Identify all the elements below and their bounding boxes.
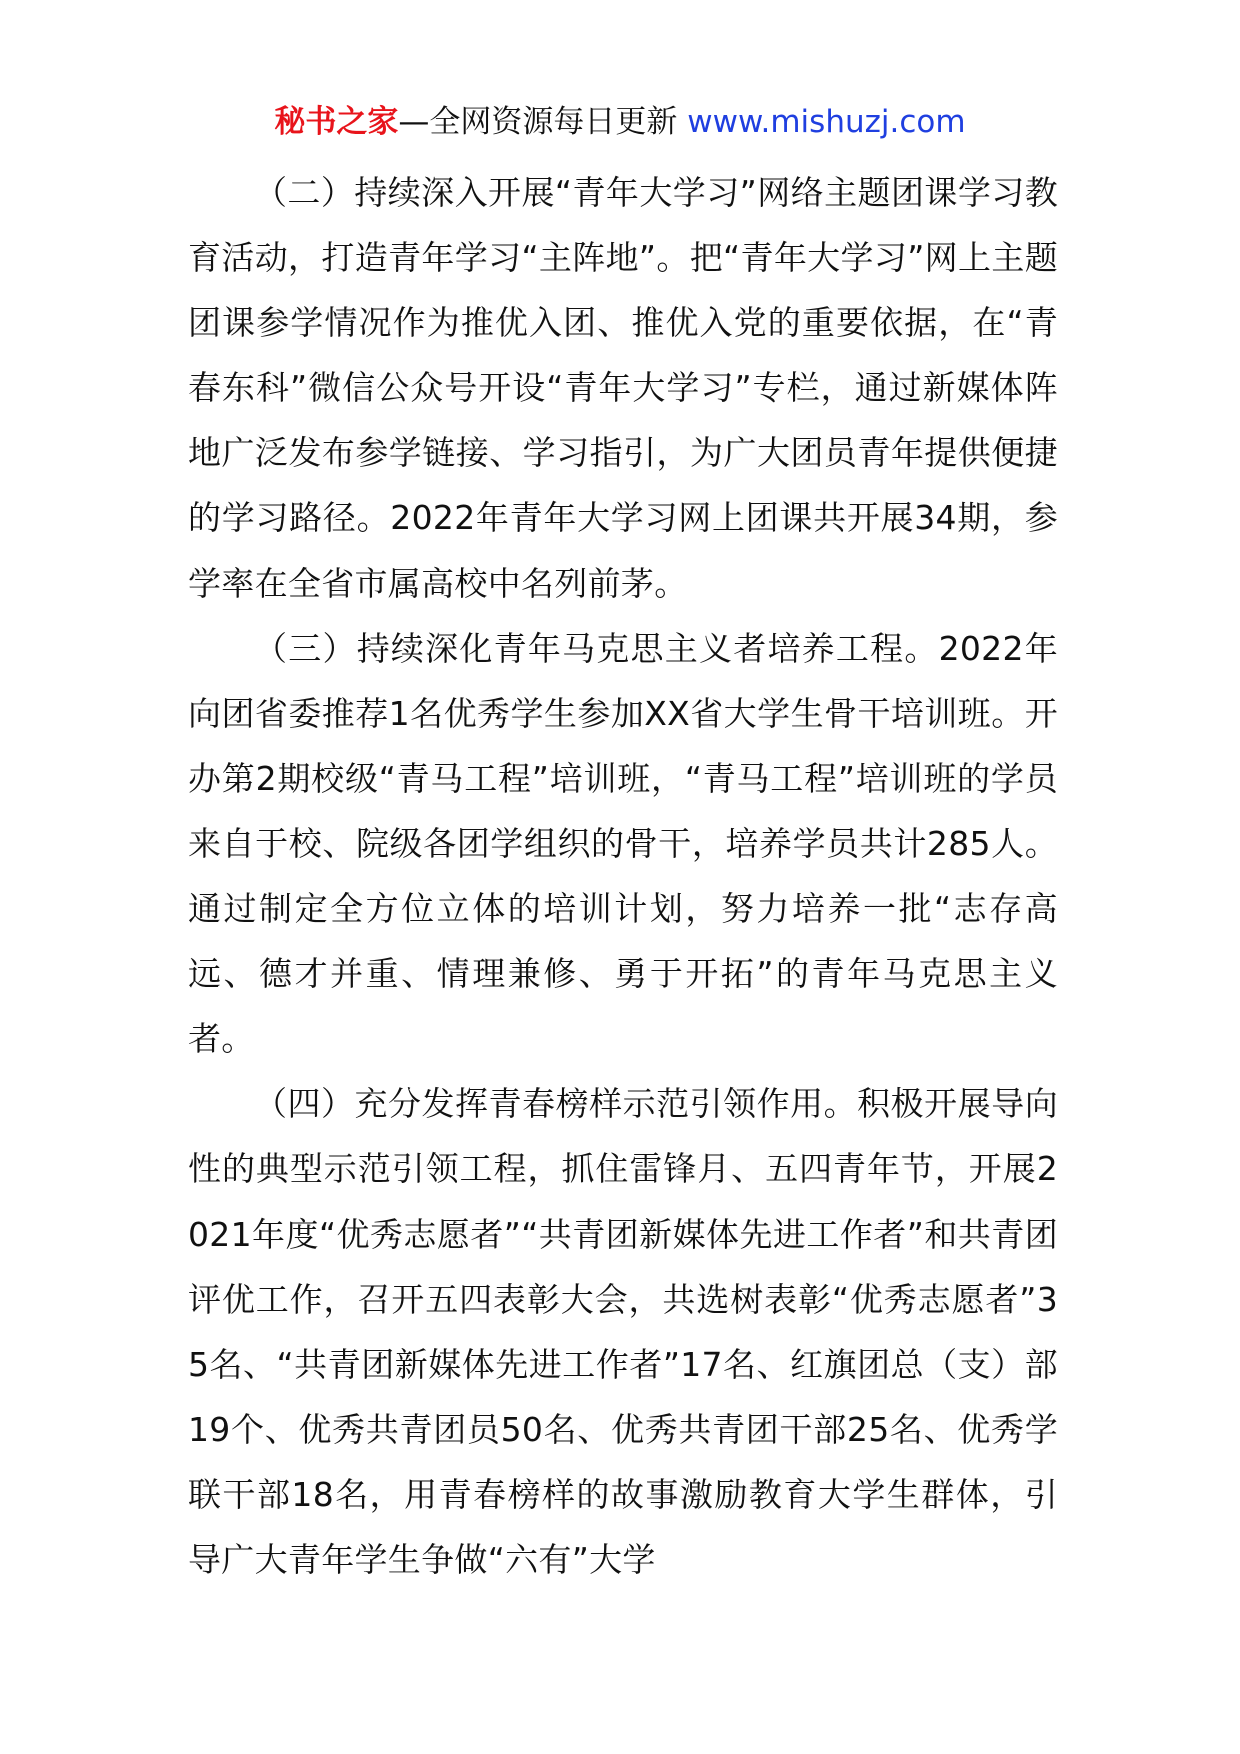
paragraph-section-4: （四）充分发挥青春榜样示范引领作用。积极开展导向性的典型示范引领工程，抓住雷锋月、五四青年节，开展2021年度“优秀志愿者”“共青团新媒体先进工作者”和共青团评优工作，召开五四表彰大会，共选树表彰“优秀志愿者”35名、“共青团新媒体先进工作者”17名、红旗团总（支）部19个、优秀共青团员50名、优秀共青团干部25名、优秀学联干部18名，用青春榜样的故事激励教育大学生群体，引导广大青年学生争做“六有”大学: [188, 1084, 1058, 1579]
paragraph-section-3: （三）持续深化青年马克思主义者培养工程。2022年向团省委推荐1名优秀学生参加XX省大学生骨干培训班。开办第2期校级“青马工程”培训班，“青马工程”培训班的学员来自于校、院级各团学组织的骨干，培养学员共计285人。通过制定全方位立体的培训计划，努力培养一批“志存高远、德才并重、情理兼修、勇于开拓”的青年马克思主义者。: [188, 628, 1058, 1059]
paragraph-section-2: （二）持续深入开展“青年大学习”网络主题团课学习教育活动，打造青年学习“主阵地”。把“青年大学习”网上主题团课参学情况作为推优入团、推优入党的重要依据，在“青春东科”微信公众号开设“青年大学习”专栏，通过新媒体阵地广泛发布参学链接、学习指引，为广大团员青年提供便捷的学习路径。2022年青年大学习网上团课共开展34期，参学率在全省市属高校中名列前茅。: [188, 173, 1058, 603]
website-link[interactable]: www.mishuzj.com: [687, 104, 966, 140]
watermark-header: [0, 100, 1240, 144]
document-body: [188, 160, 1058, 1592]
header-slogan: —全网资源每日更新: [398, 104, 688, 140]
brand-name: 秘书之家: [274, 104, 399, 140]
